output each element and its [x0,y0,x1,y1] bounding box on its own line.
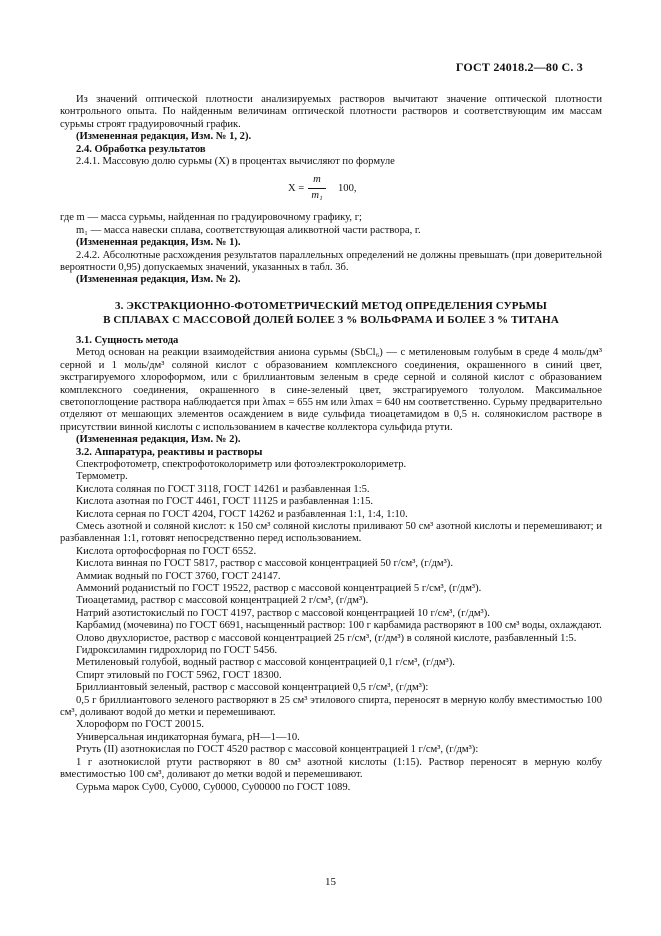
formula-lhs: X = [288,183,305,195]
page-number: 15 [325,876,336,888]
list-item: Универсальная индикаторная бумага, рН—1—10. [76,731,300,743]
list-item: Ртуть (II) азотнокислая по ГОСТ 4520 раствор с массовой концентрацией 1 г/см³, (г/дм³): [76,744,479,756]
list-item: Кислота серная по ГОСТ 4204, ГОСТ 14262 и разбавленная 1:1, 1:4, 1:10. [76,508,408,520]
section-title-line: 3. ЭКСТРАКЦИОННО-ФОТОМЕТРИЧЕСКИЙ МЕТОД ОПРЕДЕЛЕНИЯ СУРЬМЫ [115,299,547,312]
list-item: 0,5 г бриллиантового зеленого растворяют в 25 см³ этилового спирта, переносят в мерную колбу вместимостью 100 см³, доливают водой до метки и перемешивают. [60,694,602,719]
list-item: Олово двухлористое, раствор с массовой концентрацией 25 г/см³, (г/дм³) в соляной кислоте, разбавленный 1:5. [76,632,577,644]
subsection-heading: 2.4. Обработка результатов [76,143,206,155]
list-item: Кислота ортофосфорная по ГОСТ 6552. [76,545,257,557]
list-item: Спирт этиловый по ГОСТ 5962, ГОСТ 18300. [76,669,282,681]
paragraph: 2.4.2. Абсолютные расхождения результатов параллельных определений не должны превышать (при доверительной вероятности 0,95) допускаемых значений, указанных в табл. 3б. [60,249,602,274]
page-header: ГОСТ 24018.2—80 С. 3 [455,60,583,74]
list-item: Гидроксиламин гидрохлорид по ГОСТ 5456. [76,645,278,657]
list-item: Карбамид (мочевина) по ГОСТ 6691, насыщенный раствор: 100 г карбамида растворяют в 100 см³ воды, охлаждают. [76,620,602,632]
amendment-note: (Измененная редакция, Изм. № 2). [76,274,241,286]
list-item: 1 г азотнокислой ртути растворяют в 80 см³ азотной кислоты (1:15). Раствор переносят в мерную колбу вместимостью 100 см³, доливают до метки водой и перемешивают. [60,756,602,781]
formula-numerator: m [308,174,326,188]
formula-denominator: m₁ [311,189,323,201]
formula-factor: 100, [338,183,357,195]
document-body [60,94,602,794]
list-item: Бриллиантовый зеленый, раствор с массовой концентрацией 0,5 г/см³, (г/дм³): [76,682,429,694]
list-item: Хлороформ по ГОСТ 20015. [76,719,205,731]
list-item: Метиленовый голубой, водный раствор с массовой концентрацией 0,1 г/см³, (г/дм³). [76,657,455,669]
paragraph: Метод основан на реакции взаимодействия аниона сурьмы (SbCl₆) — с метиленовым голубым в среде 4 моль/дм³ серной и 1 моль/дм³ соляной кислот с образованием комплексного соединения, окрашенного в синий цвет, экстрагируемого хлороформом, или с бриллиантовым зеленым в среде серной и соляной кислот с образованием комплексного соединения, окрашенного в сине-зеленый цвет, экстрагируемого толуолом. Максимальное светопоглощение раствора наблюдается при λmax = 655 нм или λmax = 640 нм соответственно. Сурьму предварительно отделяют от мешающих элементов осаждением в виде сульфида тиоацетамидом в 0,5 н. солянокислом растворе в присутствии винной кислоты с использованием в качестве коллектора сульфида ртути. [60,347,602,433]
paragraph: Из значений оптической плотности анализируемых растворов вычитают значение оптической плотности контрольного опыта. По найденным величинам оптической плотности растворов и соответствующим им массам сурьмы строят градуировочный график. [60,94,602,130]
list-item: Кислота винная по ГОСТ 5817, раствор с массовой концентрацией 50 г/см³, (г/дм³). [76,558,453,570]
section-title [60,299,602,327]
paragraph: m₁ — масса навески сплава, соответствующая аликвотной части раствора, г. [76,224,421,236]
section-title-line: В СПЛАВАХ С МАССОВОЙ ДОЛЕЙ БОЛЕЕ 3 % ВОЛЬФРАМА И БОЛЕЕ 3 % ТИТАНА [103,313,559,326]
list-item: Смесь азотной и соляной кислот: к 150 см³ соляной кислоты приливают 50 см³ азотной кислоты и перемешивают; и разбавленная 1:1, готовят непосредственно перед использованием. [60,520,602,545]
paragraph: где m — масса сурьмы, найденная по градуировочному графику, г; [60,212,363,224]
subsection-heading: 3.1. Сущность метода [76,334,179,346]
list-item: Тиоацетамид, раствор с массовой концентрацией 2 г/см³, (г/дм³). [76,595,369,607]
formula [60,174,602,204]
subsection-heading: 3.2. Аппаратура, реактивы и растворы [76,446,263,458]
amendment-note: (Измененная редакция, Изм. № 1, 2). [76,131,252,143]
list-item: Аммоний роданистый по ГОСТ 19522, раствор с массовой концентрацией 5 г/см³, (г/дм³). [76,583,482,594]
list-item: Спектрофотометр, спектрофотоколориметр или фотоэлектроколориметр. [76,458,407,470]
amendment-note: (Измененная редакция, Изм. № 1). [76,237,241,249]
formula-fraction [308,174,326,202]
list-item: Сурьма марок Су00, Су000, Су0000, Су00000 по ГОСТ 1089. [76,781,351,793]
list-item: Аммиак водный по ГОСТ 3760, ГОСТ 24147. [76,570,281,582]
list-item: Кислота соляная по ГОСТ 3118, ГОСТ 14261 и разбавленная 1:5. [76,483,370,495]
list-item: Кислота азотная по ГОСТ 4461, ГОСТ 11125 и разбавленная 1:15. [76,496,374,508]
paragraph: 2.4.1. Массовую долю сурьмы (X) в процентах вычисляют по формуле [76,156,395,168]
list-item: Натрий азотистокислый по ГОСТ 4197, раствор с массовой концентрацией 10 г/см³, (г/дм³). [76,607,490,619]
list-item: Термометр. [76,471,128,483]
amendment-note: (Измененная редакция, Изм. № 2). [76,434,241,446]
